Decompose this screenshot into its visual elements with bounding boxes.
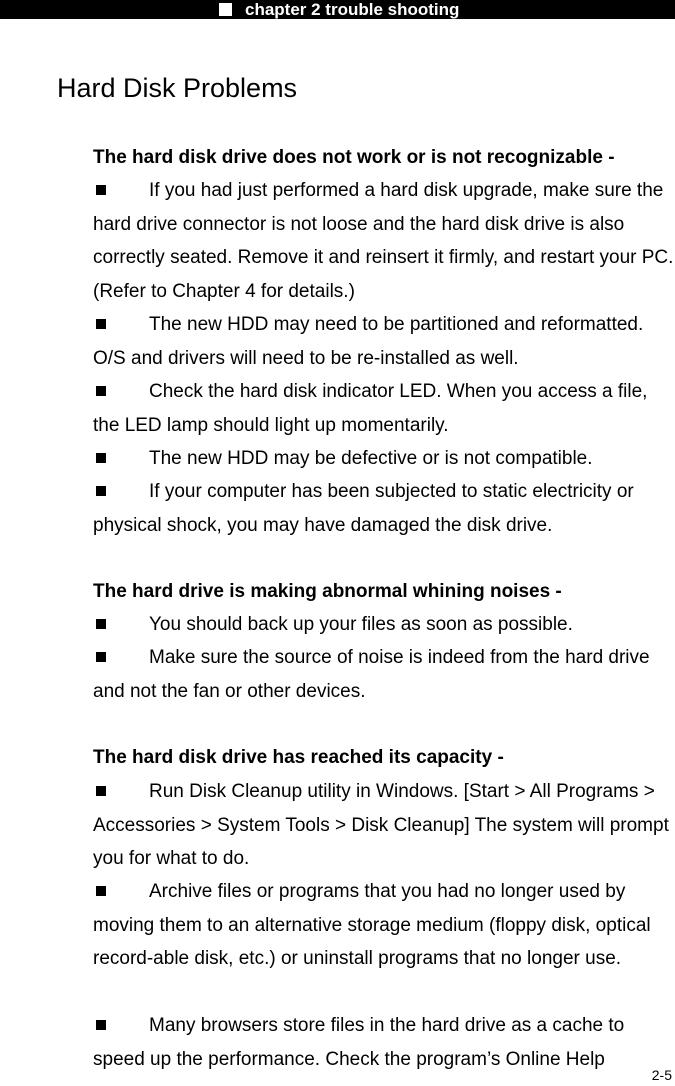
list-item-text: Many browsers store files in the hard drive as a cache to speed up the performance. Check the program’s Online Help	[93, 1015, 625, 1070]
square-bullet-icon	[96, 386, 106, 396]
list-item-text: Run Disk Cleanup utility in Windows. [Start > All Programs > Accessories > System Tools > Disk Cleanup] The system will prompt you for what to do.	[93, 781, 669, 869]
square-bullet-icon	[96, 652, 106, 662]
list-item-text: If your computer has been subjected to static electricity or physical shock, you may have damaged the disk drive.	[93, 481, 634, 536]
list-item-text: You should back up your files as soon as possible.	[149, 614, 573, 635]
square-bullet-icon	[96, 1020, 106, 1030]
list-item	[93, 308, 675, 375]
section-heading: The hard disk drive does not work or is not recognizable -	[93, 147, 615, 168]
list-item-text: Make sure the source of noise is indeed from the hard drive and not the fan or other devices.	[93, 647, 650, 702]
list-item	[93, 608, 675, 642]
chapter-label: chapter 2 trouble shooting	[245, 0, 460, 19]
section-heading: The hard disk drive has reached its capacity -	[93, 747, 504, 768]
square-bullet-icon	[96, 453, 106, 463]
list-item	[93, 775, 675, 876]
list-item-text: The new HDD may be defective or is not compatible.	[149, 448, 593, 469]
list-item	[93, 475, 675, 542]
square-bullet-icon	[96, 486, 106, 496]
square-bullet-icon	[96, 319, 106, 329]
list-item-text: Archive files or programs that you had no longer used by moving them to an alternative storage medium (floppy disk, optical record-able disk, etc.) or uninstall programs that no longer use.	[93, 881, 651, 969]
section-heading: The hard drive is making abnormal whining noises -	[93, 581, 562, 602]
square-bullet-icon	[96, 185, 106, 195]
list-item	[93, 641, 675, 708]
list-item-text: Check the hard disk indicator LED. When you access a file, the LED lamp should light up momentarily.	[93, 381, 648, 436]
list-item-text: If you had just performed a hard disk upgrade, make sure the hard drive connector is not loose and the hard disk drive is also correctly seated. Remove it and reinsert it firmly, and restart your PC. (Refer to Chapter 4 for details.)	[93, 180, 674, 302]
list-item	[93, 375, 675, 442]
list-item-text: The new HDD may need to be partitioned and reformatted. O/S and drivers will need to be re-installed as well.	[93, 314, 644, 369]
square-bullet-icon	[96, 619, 106, 629]
chapter-header-bar	[0, 0, 675, 19]
list-item	[93, 174, 675, 308]
square-bullet-icon	[96, 886, 106, 896]
list-item	[93, 442, 675, 476]
page-title: Hard Disk Problems	[57, 73, 298, 103]
square-bullet-icon	[96, 786, 106, 796]
page-number: 2-5	[651, 1067, 672, 1083]
list-item	[93, 875, 675, 976]
list-item	[93, 1009, 675, 1076]
square-bullet-icon	[219, 3, 232, 16]
